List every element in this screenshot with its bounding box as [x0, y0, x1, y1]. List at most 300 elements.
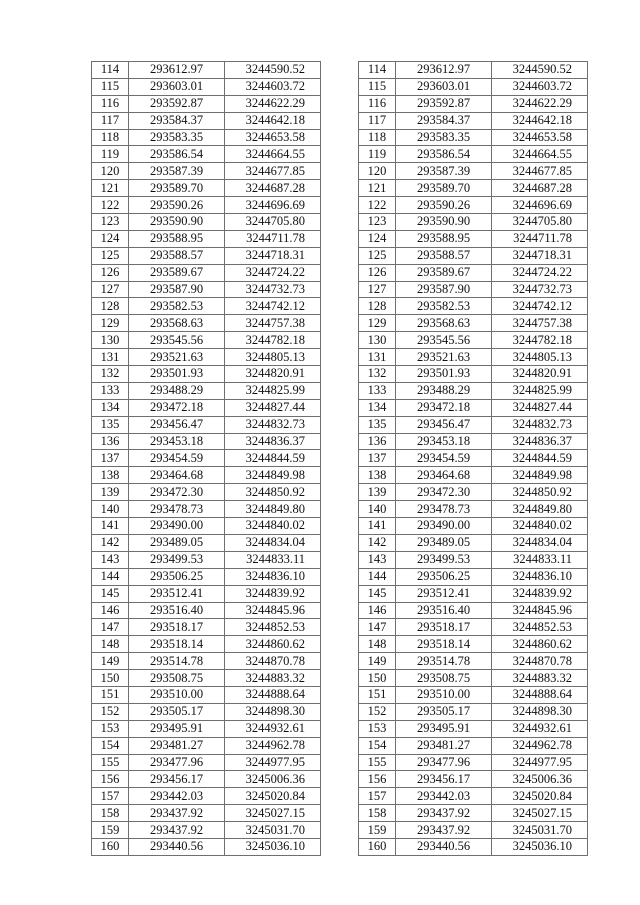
- y-coordinate-cell: 3244962.78: [492, 737, 588, 754]
- x-coordinate-cell: 293437.92: [129, 822, 225, 839]
- y-coordinate-cell: 3244839.92: [225, 585, 321, 602]
- y-coordinate-cell: 3244622.29: [225, 95, 321, 112]
- y-coordinate-cell: 3244696.69: [492, 197, 588, 214]
- x-coordinate-cell: 293512.41: [129, 585, 225, 602]
- table-row: [359, 703, 588, 720]
- point-number-cell: 129: [359, 315, 396, 332]
- x-coordinate-cell: 293518.14: [129, 636, 225, 653]
- x-coordinate-cell: 293481.27: [129, 737, 225, 754]
- table-row: [92, 95, 321, 112]
- point-number-cell: 126: [359, 264, 396, 281]
- point-number-cell: 134: [359, 399, 396, 416]
- x-coordinate-cell: 293603.01: [396, 78, 492, 95]
- point-number-cell: 125: [92, 247, 129, 264]
- table-row: [92, 686, 321, 703]
- point-number-cell: 136: [92, 433, 129, 450]
- y-coordinate-cell: 3244642.18: [225, 112, 321, 129]
- y-coordinate-cell: 3244677.85: [492, 163, 588, 180]
- table-row: [359, 822, 588, 839]
- table-row: [92, 62, 321, 79]
- y-coordinate-cell: 3244687.28: [225, 180, 321, 197]
- y-coordinate-cell: 3245006.36: [492, 771, 588, 788]
- table-row: [359, 129, 588, 146]
- y-coordinate-cell: 3245036.10: [492, 838, 588, 855]
- x-coordinate-cell: 293603.01: [129, 78, 225, 95]
- x-coordinate-cell: 293588.57: [129, 247, 225, 264]
- x-coordinate-cell: 293518.17: [129, 619, 225, 636]
- y-coordinate-cell: 3244845.96: [225, 602, 321, 619]
- point-number-cell: 121: [92, 180, 129, 197]
- x-coordinate-cell: 293587.39: [129, 163, 225, 180]
- table-row: [92, 230, 321, 247]
- x-coordinate-cell: 293510.00: [129, 686, 225, 703]
- y-coordinate-cell: 3244836.37: [492, 433, 588, 450]
- y-coordinate-cell: 3244836.37: [225, 433, 321, 450]
- y-coordinate-cell: 3244833.11: [225, 551, 321, 568]
- x-coordinate-cell: 293587.39: [396, 163, 492, 180]
- table-row: [359, 281, 588, 298]
- y-coordinate-cell: 3244664.55: [225, 146, 321, 163]
- table-row: [92, 484, 321, 501]
- x-coordinate-cell: 293442.03: [129, 788, 225, 805]
- x-coordinate-cell: 293589.70: [396, 180, 492, 197]
- table-row: [92, 366, 321, 383]
- x-coordinate-cell: 293437.92: [396, 822, 492, 839]
- x-coordinate-cell: 293514.78: [129, 653, 225, 670]
- x-coordinate-cell: 293516.40: [129, 602, 225, 619]
- point-number-cell: 152: [92, 703, 129, 720]
- x-coordinate-cell: 293437.92: [396, 805, 492, 822]
- point-number-cell: 133: [92, 382, 129, 399]
- x-coordinate-cell: 293453.18: [129, 433, 225, 450]
- x-coordinate-cell: 293499.53: [129, 551, 225, 568]
- table-row: [359, 95, 588, 112]
- table-row: [359, 484, 588, 501]
- table-row: [359, 551, 588, 568]
- table-row: [92, 112, 321, 129]
- point-number-cell: 127: [92, 281, 129, 298]
- y-coordinate-cell: 3245027.15: [492, 805, 588, 822]
- y-coordinate-cell: 3244825.99: [225, 382, 321, 399]
- table-row: [359, 518, 588, 535]
- y-coordinate-cell: 3244827.44: [225, 399, 321, 416]
- table-row: [359, 180, 588, 197]
- table-row: [359, 585, 588, 602]
- y-coordinate-cell: 3244836.10: [492, 568, 588, 585]
- table-row: [92, 636, 321, 653]
- x-coordinate-cell: 293584.37: [396, 112, 492, 129]
- table-row: [92, 298, 321, 315]
- x-coordinate-cell: 293456.17: [129, 771, 225, 788]
- point-number-cell: 122: [92, 197, 129, 214]
- y-coordinate-cell: 3244860.62: [225, 636, 321, 653]
- table-row: [359, 315, 588, 332]
- x-coordinate-cell: 293586.54: [129, 146, 225, 163]
- table-row: [359, 737, 588, 754]
- point-number-cell: 144: [359, 568, 396, 585]
- point-number-cell: 156: [359, 771, 396, 788]
- point-number-cell: 120: [92, 163, 129, 180]
- point-number-cell: 116: [359, 95, 396, 112]
- table-row: [359, 720, 588, 737]
- point-number-cell: 117: [92, 112, 129, 129]
- table-row: [92, 568, 321, 585]
- x-coordinate-cell: 293472.30: [396, 484, 492, 501]
- point-number-cell: 157: [359, 788, 396, 805]
- y-coordinate-cell: 3244932.61: [492, 720, 588, 737]
- x-coordinate-cell: 293590.26: [129, 197, 225, 214]
- y-coordinate-cell: 3244603.72: [492, 78, 588, 95]
- y-coordinate-cell: 3244820.91: [225, 366, 321, 383]
- point-number-cell: 148: [359, 636, 396, 653]
- x-coordinate-cell: 293587.90: [129, 281, 225, 298]
- x-coordinate-cell: 293508.75: [396, 670, 492, 687]
- point-number-cell: 137: [359, 450, 396, 467]
- y-coordinate-cell: 3244836.10: [225, 568, 321, 585]
- x-coordinate-cell: 293499.53: [396, 551, 492, 568]
- x-coordinate-cell: 293489.05: [396, 534, 492, 551]
- table-row: [92, 602, 321, 619]
- x-coordinate-cell: 293521.63: [129, 349, 225, 366]
- coordinate-table-left: [91, 61, 321, 856]
- table-row: [92, 416, 321, 433]
- table-row: [92, 501, 321, 518]
- x-coordinate-cell: 293589.67: [396, 264, 492, 281]
- y-coordinate-cell: 3244590.52: [492, 62, 588, 79]
- y-coordinate-cell: 3244677.85: [225, 163, 321, 180]
- table-row: [92, 838, 321, 855]
- y-coordinate-cell: 3244844.59: [225, 450, 321, 467]
- coordinate-table-right: [358, 61, 588, 856]
- x-coordinate-cell: 293472.18: [129, 399, 225, 416]
- table-row: [92, 433, 321, 450]
- y-coordinate-cell: 3245031.70: [492, 822, 588, 839]
- y-coordinate-cell: 3244782.18: [225, 332, 321, 349]
- table-row: [359, 467, 588, 484]
- x-coordinate-cell: 293481.27: [396, 737, 492, 754]
- point-number-cell: 135: [359, 416, 396, 433]
- y-coordinate-cell: 3244834.04: [492, 534, 588, 551]
- table-row: [359, 78, 588, 95]
- y-coordinate-cell: 3244833.11: [492, 551, 588, 568]
- table-row: [92, 737, 321, 754]
- table-row: [359, 619, 588, 636]
- x-coordinate-cell: 293588.95: [396, 230, 492, 247]
- table-row: [92, 551, 321, 568]
- y-coordinate-cell: 3244852.53: [492, 619, 588, 636]
- y-coordinate-cell: 3244742.12: [492, 298, 588, 315]
- point-number-cell: 132: [92, 366, 129, 383]
- point-number-cell: 114: [359, 62, 396, 79]
- y-coordinate-cell: 3244805.13: [225, 349, 321, 366]
- y-coordinate-cell: 3245031.70: [225, 822, 321, 839]
- x-coordinate-cell: 293437.92: [129, 805, 225, 822]
- table-row: [359, 653, 588, 670]
- x-coordinate-cell: 293472.30: [129, 484, 225, 501]
- point-number-cell: 133: [359, 382, 396, 399]
- y-coordinate-cell: 3244664.55: [492, 146, 588, 163]
- x-coordinate-cell: 293501.93: [129, 366, 225, 383]
- point-number-cell: 155: [92, 754, 129, 771]
- table-row: [92, 450, 321, 467]
- point-number-cell: 148: [92, 636, 129, 653]
- table-row: [92, 788, 321, 805]
- y-coordinate-cell: 3244849.80: [492, 501, 588, 518]
- point-number-cell: 140: [359, 501, 396, 518]
- point-number-cell: 159: [92, 822, 129, 839]
- point-number-cell: 152: [359, 703, 396, 720]
- x-coordinate-cell: 293464.68: [129, 467, 225, 484]
- table-row: [359, 214, 588, 231]
- table-row: [92, 264, 321, 281]
- x-coordinate-cell: 293510.00: [396, 686, 492, 703]
- y-coordinate-cell: 3244805.13: [492, 349, 588, 366]
- table-row: [92, 332, 321, 349]
- point-number-cell: 134: [92, 399, 129, 416]
- y-coordinate-cell: 3244820.91: [492, 366, 588, 383]
- point-number-cell: 124: [92, 230, 129, 247]
- x-coordinate-cell: 293583.35: [396, 129, 492, 146]
- table-row: [92, 180, 321, 197]
- y-coordinate-cell: 3244852.53: [225, 619, 321, 636]
- point-number-cell: 157: [92, 788, 129, 805]
- x-coordinate-cell: 293592.87: [129, 95, 225, 112]
- table-row: [92, 534, 321, 551]
- x-coordinate-cell: 293440.56: [396, 838, 492, 855]
- table-row: [359, 670, 588, 687]
- table-row: [359, 382, 588, 399]
- x-coordinate-cell: 293490.00: [396, 518, 492, 535]
- y-coordinate-cell: 3244888.64: [492, 686, 588, 703]
- y-coordinate-cell: 3244711.78: [225, 230, 321, 247]
- table-row: [359, 534, 588, 551]
- point-number-cell: 114: [92, 62, 129, 79]
- point-number-cell: 153: [359, 720, 396, 737]
- y-coordinate-cell: 3244860.62: [492, 636, 588, 653]
- y-coordinate-cell: 3244732.73: [225, 281, 321, 298]
- x-coordinate-cell: 293545.56: [129, 332, 225, 349]
- point-number-cell: 118: [359, 129, 396, 146]
- x-coordinate-cell: 293590.26: [396, 197, 492, 214]
- x-coordinate-cell: 293588.95: [129, 230, 225, 247]
- point-number-cell: 154: [359, 737, 396, 754]
- table-row: [92, 197, 321, 214]
- point-number-cell: 121: [359, 180, 396, 197]
- y-coordinate-cell: 3244850.92: [492, 484, 588, 501]
- y-coordinate-cell: 3244653.58: [225, 129, 321, 146]
- point-number-cell: 158: [359, 805, 396, 822]
- table-row: [359, 416, 588, 433]
- point-number-cell: 123: [92, 214, 129, 231]
- table-row: [92, 720, 321, 737]
- y-coordinate-cell: 3244844.59: [492, 450, 588, 467]
- y-coordinate-cell: 3245006.36: [225, 771, 321, 788]
- x-coordinate-cell: 293582.53: [129, 298, 225, 315]
- x-coordinate-cell: 293464.68: [396, 467, 492, 484]
- x-coordinate-cell: 293477.96: [396, 754, 492, 771]
- x-coordinate-cell: 293454.59: [396, 450, 492, 467]
- table-row: [92, 163, 321, 180]
- table-row: [92, 805, 321, 822]
- table-row: [92, 670, 321, 687]
- x-coordinate-cell: 293592.87: [396, 95, 492, 112]
- y-coordinate-cell: 3244839.92: [492, 585, 588, 602]
- y-coordinate-cell: 3244742.12: [225, 298, 321, 315]
- x-coordinate-cell: 293495.91: [129, 720, 225, 737]
- point-number-cell: 119: [359, 146, 396, 163]
- point-number-cell: 131: [92, 349, 129, 366]
- y-coordinate-cell: 3244687.28: [492, 180, 588, 197]
- table-row: [92, 653, 321, 670]
- x-coordinate-cell: 293488.29: [396, 382, 492, 399]
- x-coordinate-cell: 293501.93: [396, 366, 492, 383]
- x-coordinate-cell: 293489.05: [129, 534, 225, 551]
- x-coordinate-cell: 293456.47: [129, 416, 225, 433]
- y-coordinate-cell: 3244977.95: [492, 754, 588, 771]
- y-coordinate-cell: 3244827.44: [492, 399, 588, 416]
- point-number-cell: 138: [359, 467, 396, 484]
- y-coordinate-cell: 3244888.64: [225, 686, 321, 703]
- table-row: [92, 518, 321, 535]
- y-coordinate-cell: 3244977.95: [225, 754, 321, 771]
- point-number-cell: 140: [92, 501, 129, 518]
- x-coordinate-cell: 293506.25: [396, 568, 492, 585]
- y-coordinate-cell: 3245027.15: [225, 805, 321, 822]
- table-row: [359, 349, 588, 366]
- x-coordinate-cell: 293495.91: [396, 720, 492, 737]
- y-coordinate-cell: 3244883.32: [492, 670, 588, 687]
- point-number-cell: 118: [92, 129, 129, 146]
- point-number-cell: 116: [92, 95, 129, 112]
- point-number-cell: 122: [359, 197, 396, 214]
- point-number-cell: 115: [92, 78, 129, 95]
- point-number-cell: 125: [359, 247, 396, 264]
- x-coordinate-cell: 293456.47: [396, 416, 492, 433]
- point-number-cell: 124: [359, 230, 396, 247]
- y-coordinate-cell: 3244782.18: [492, 332, 588, 349]
- point-number-cell: 155: [359, 754, 396, 771]
- y-coordinate-cell: 3244870.78: [492, 653, 588, 670]
- y-coordinate-cell: 3244718.31: [225, 247, 321, 264]
- x-coordinate-cell: 293587.90: [396, 281, 492, 298]
- table-row: [359, 788, 588, 805]
- y-coordinate-cell: 3244603.72: [225, 78, 321, 95]
- table-row: [359, 805, 588, 822]
- x-coordinate-cell: 293590.90: [396, 214, 492, 231]
- table-row: [359, 602, 588, 619]
- y-coordinate-cell: 3244622.29: [492, 95, 588, 112]
- table-row: [359, 366, 588, 383]
- table-row: [92, 315, 321, 332]
- y-coordinate-cell: 3244724.22: [225, 264, 321, 281]
- y-coordinate-cell: 3244898.30: [225, 703, 321, 720]
- x-coordinate-cell: 293472.18: [396, 399, 492, 416]
- table-row: [92, 146, 321, 163]
- x-coordinate-cell: 293440.56: [129, 838, 225, 855]
- table-row: [92, 399, 321, 416]
- point-number-cell: 126: [92, 264, 129, 281]
- table-row: [92, 214, 321, 231]
- point-number-cell: 120: [359, 163, 396, 180]
- x-coordinate-cell: 293518.17: [396, 619, 492, 636]
- table-row: [359, 62, 588, 79]
- x-coordinate-cell: 293586.54: [396, 146, 492, 163]
- y-coordinate-cell: 3245020.84: [492, 788, 588, 805]
- point-number-cell: 137: [92, 450, 129, 467]
- table-row: [359, 112, 588, 129]
- point-number-cell: 144: [92, 568, 129, 585]
- y-coordinate-cell: 3245020.84: [225, 788, 321, 805]
- x-coordinate-cell: 293514.78: [396, 653, 492, 670]
- x-coordinate-cell: 293442.03: [396, 788, 492, 805]
- x-coordinate-cell: 293505.17: [129, 703, 225, 720]
- y-coordinate-cell: 3244962.78: [225, 737, 321, 754]
- point-number-cell: 143: [359, 551, 396, 568]
- point-number-cell: 151: [92, 686, 129, 703]
- point-number-cell: 149: [359, 653, 396, 670]
- y-coordinate-cell: 3245036.10: [225, 838, 321, 855]
- table-row: [359, 332, 588, 349]
- x-coordinate-cell: 293582.53: [396, 298, 492, 315]
- x-coordinate-cell: 293568.63: [129, 315, 225, 332]
- point-number-cell: 139: [92, 484, 129, 501]
- y-coordinate-cell: 3244724.22: [492, 264, 588, 281]
- point-number-cell: 146: [92, 602, 129, 619]
- y-coordinate-cell: 3244870.78: [225, 653, 321, 670]
- x-coordinate-cell: 293590.90: [129, 214, 225, 231]
- table-row: [359, 298, 588, 315]
- table-row: [92, 585, 321, 602]
- table-row: [359, 433, 588, 450]
- point-number-cell: 130: [359, 332, 396, 349]
- x-coordinate-cell: 293568.63: [396, 315, 492, 332]
- table-row: [92, 281, 321, 298]
- table-row: [92, 382, 321, 399]
- y-coordinate-cell: 3244825.99: [492, 382, 588, 399]
- point-number-cell: 127: [359, 281, 396, 298]
- y-coordinate-cell: 3244757.38: [492, 315, 588, 332]
- point-number-cell: 135: [92, 416, 129, 433]
- y-coordinate-cell: 3244840.02: [492, 518, 588, 535]
- point-number-cell: 142: [359, 534, 396, 551]
- x-coordinate-cell: 293589.67: [129, 264, 225, 281]
- table-row: [92, 78, 321, 95]
- table-row: [359, 163, 588, 180]
- x-coordinate-cell: 293490.00: [129, 518, 225, 535]
- table-row: [359, 230, 588, 247]
- x-coordinate-cell: 293478.73: [396, 501, 492, 518]
- x-coordinate-cell: 293508.75: [129, 670, 225, 687]
- point-number-cell: 138: [92, 467, 129, 484]
- point-number-cell: 139: [359, 484, 396, 501]
- y-coordinate-cell: 3244832.73: [492, 416, 588, 433]
- x-coordinate-cell: 293516.40: [396, 602, 492, 619]
- point-number-cell: 115: [359, 78, 396, 95]
- table-row: [92, 754, 321, 771]
- y-coordinate-cell: 3244642.18: [492, 112, 588, 129]
- y-coordinate-cell: 3244732.73: [492, 281, 588, 298]
- table-row: [92, 771, 321, 788]
- table-row: [359, 399, 588, 416]
- x-coordinate-cell: 293488.29: [129, 382, 225, 399]
- y-coordinate-cell: 3244840.02: [225, 518, 321, 535]
- point-number-cell: 150: [92, 670, 129, 687]
- table-row: [92, 467, 321, 484]
- table-row: [359, 636, 588, 653]
- point-number-cell: 151: [359, 686, 396, 703]
- table-row: [359, 146, 588, 163]
- point-number-cell: 160: [359, 838, 396, 855]
